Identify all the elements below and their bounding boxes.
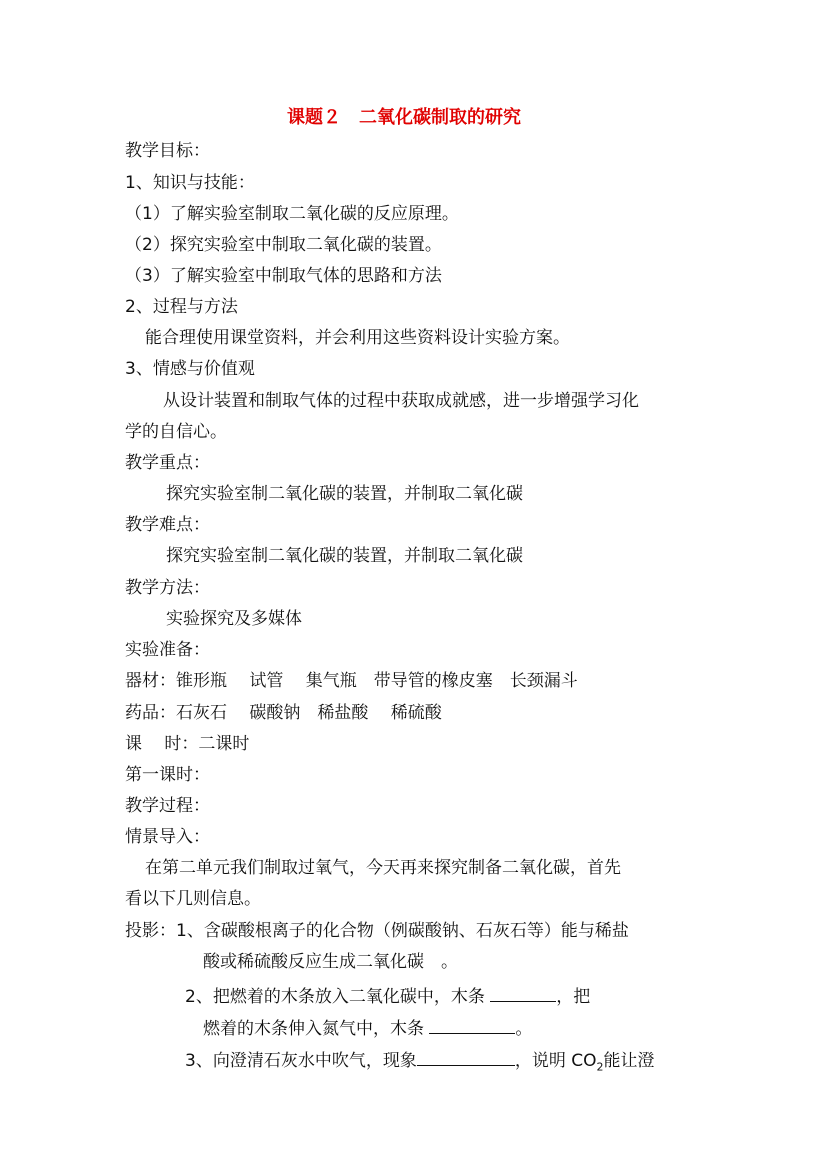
question-2-line-1 xyxy=(185,983,590,1008)
text-segment: 能让澄 xyxy=(603,1051,655,1071)
text-segment: 3、向澄清石灰水中吹气，现象 xyxy=(185,1051,417,1071)
text-line: （3）了解实验室中制取气体的思路和方法 xyxy=(125,266,442,286)
question-2-line-2 xyxy=(203,1015,532,1040)
text-line: 在第二单元我们制取过氧气，今天再来探究制备二氧化碳，首先 xyxy=(145,858,621,878)
text-line: 器材：锥形瓶 试管 集气瓶 带导管的橡皮塞 长颈漏斗 xyxy=(125,671,578,691)
text-line: 教学重点： xyxy=(125,453,210,473)
text-line: （1）了解实验室制取二氧化碳的反应原理。 xyxy=(125,204,459,224)
text-line: 情景导入： xyxy=(125,827,210,847)
answer-blank xyxy=(417,1047,515,1066)
text-segment: ，把 xyxy=(556,987,591,1007)
text-line: 教学目标： xyxy=(125,141,210,161)
text-line: 3、情感与价值观 xyxy=(125,359,255,379)
document-title: 课题２ 二氧化碳制取的研究 xyxy=(287,107,521,128)
text-line: 教学难点： xyxy=(125,515,210,535)
text-line: 教学过程： xyxy=(125,796,210,816)
text-line: 实验探究及多媒体 xyxy=(166,609,302,629)
text-line: 课 时：二课时 xyxy=(125,734,250,754)
answer-blank xyxy=(429,1015,515,1034)
text-line: 2、过程与方法 xyxy=(125,297,238,317)
text-line: （2）探究实验室中制取二氧化碳的装置。 xyxy=(125,235,442,255)
text-line: 探究实验室制二氧化碳的装置，并制取二氧化碳 xyxy=(166,484,523,504)
text-segment: 2、把燃着的木条放入二氧化碳中，木条 xyxy=(185,987,491,1007)
text-segment: ，说明 CO xyxy=(514,1051,597,1071)
text-line: 药品：石灰石 碳酸钠 稀盐酸 稀硫酸 xyxy=(125,703,442,723)
text-line: 教学方法： xyxy=(125,578,210,598)
text-line: 探究实验室制二氧化碳的装置，并制取二氧化碳 xyxy=(166,546,523,566)
question-3-line xyxy=(185,1047,654,1072)
text-line: 投影：1、含碳酸根离子的化合物（例碳酸钠、石灰石等）能与稀盐 xyxy=(125,921,629,941)
text-segment: 。 xyxy=(515,1019,533,1039)
text-segment: 燃着的木条伸入氮气中，木条 xyxy=(203,1019,430,1039)
text-line: 1、知识与技能： xyxy=(125,173,255,193)
text-line: 第一课时： xyxy=(125,765,210,785)
text-line: 酸或稀硫酸反应生成二氧化碳 。 xyxy=(203,952,458,972)
text-line: 实验准备： xyxy=(125,640,210,660)
text-line: 能合理使用课堂资料，并会利用这些资料设计实验方案。 xyxy=(145,328,570,348)
answer-blank xyxy=(490,983,556,1002)
text-line: 看以下几则信息。 xyxy=(125,889,261,909)
text-line: 从设计装置和制取气体的过程中获取成就感，进一步增强学习化 xyxy=(163,391,639,411)
text-line: 学的自信心。 xyxy=(125,422,227,442)
subscript: 2 xyxy=(596,1060,604,1074)
